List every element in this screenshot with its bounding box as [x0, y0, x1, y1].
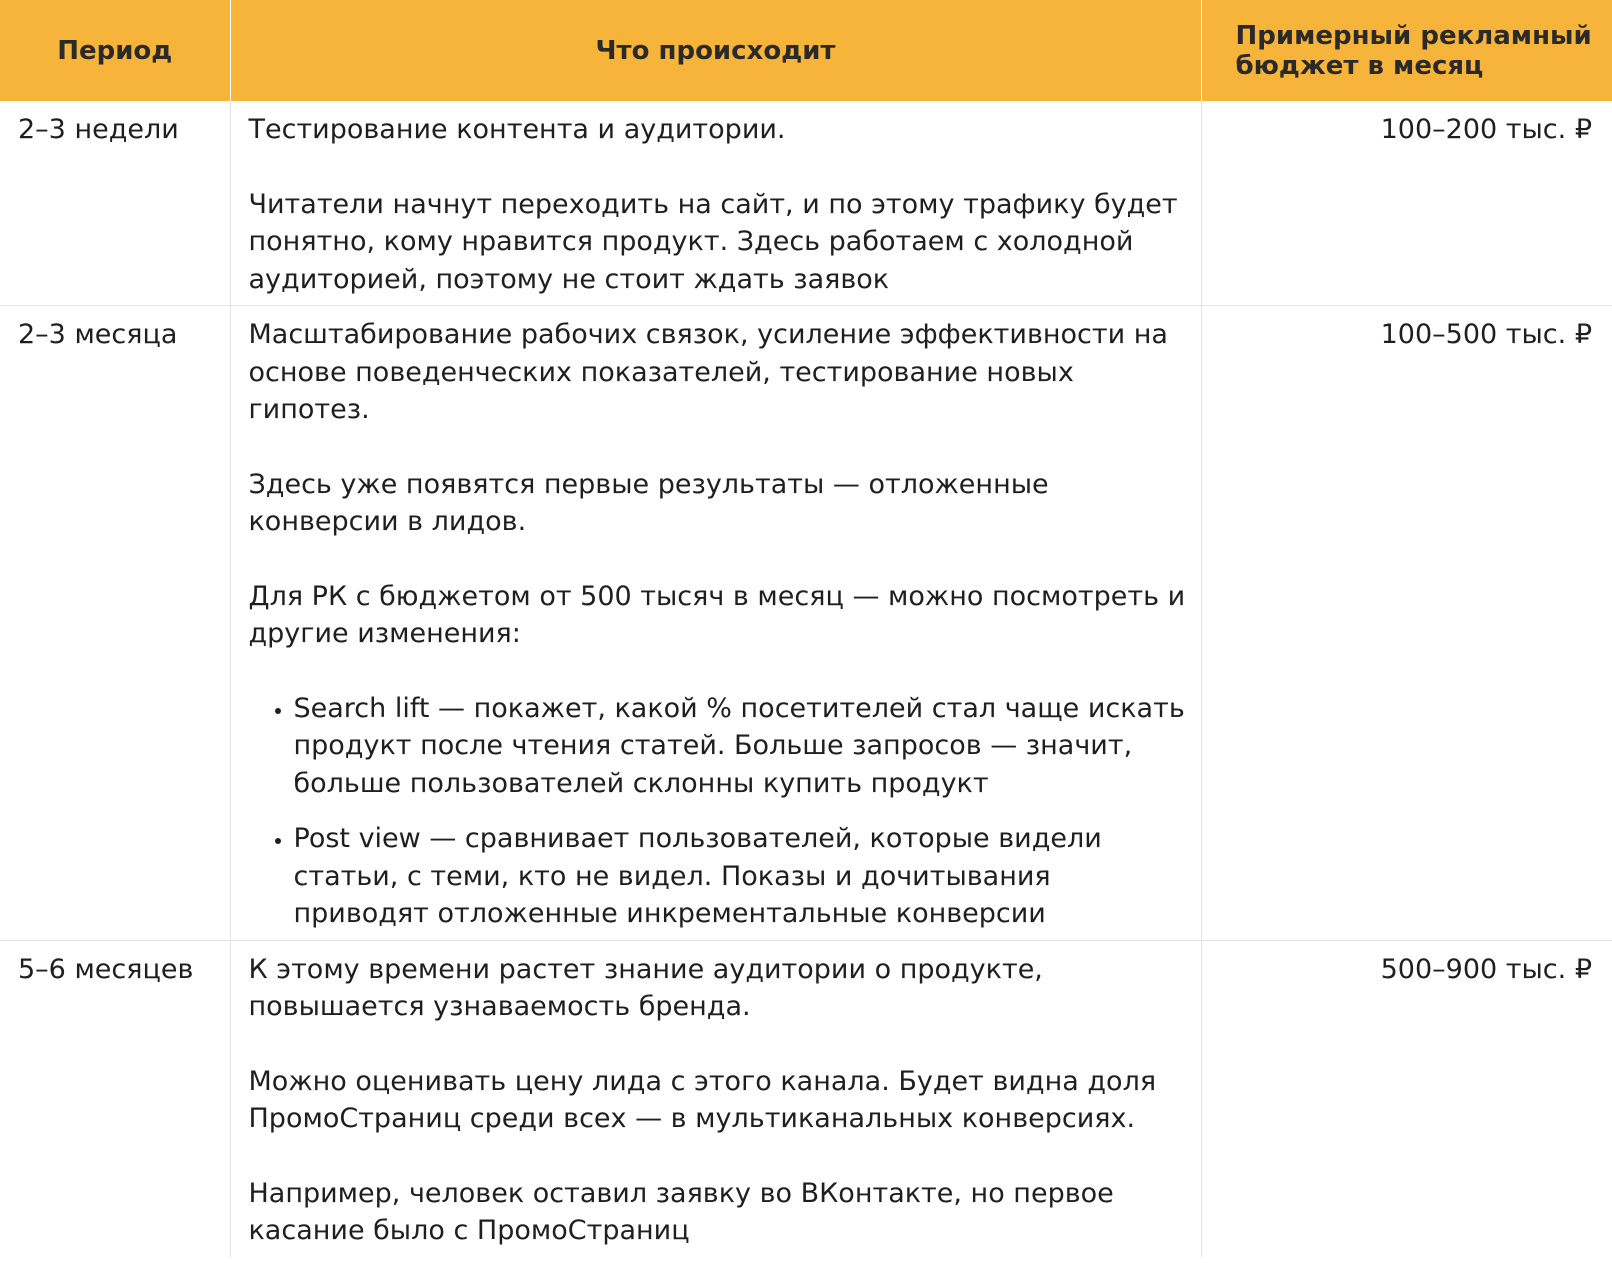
budget-cell: 100–200 тыс. ₽ [1201, 101, 1612, 306]
description-cell [230, 306, 1201, 941]
description-paragraph: Масштабирование рабочих связок, усиление эффективности на основе поведенческих показателей, тестирование новых гипотез. [248, 319, 1168, 425]
bullet-item: • Search lift — покажет, какой % посетителей стал чаще искать продукт после чтения статей. Больше запросов — значит, больше пользователей склонны купить продукт [294, 690, 1189, 803]
budget-cell: 500–900 тыс. ₽ [1380, 953, 1592, 985]
column-header-budget: Примерный рекламный бюджет в месяц [1201, 0, 1612, 101]
column-header-what: Что происходит [230, 0, 1201, 101]
description-paragraph: Например, человек оставил заявку во ВКонтакте, но первое касание было с ПромоСтраниц [248, 1177, 1114, 1246]
bullet-item: • Post view — сравнивает пользователей, которые видели статьи, с теми, кто не видел. Показы и дочитывания приводят отложенные инкрементальные конверсии [294, 820, 1189, 933]
description-paragraph: Тестирование контента и аудитории. [248, 114, 786, 145]
column-header-period: Период [0, 0, 230, 101]
description-paragraph: Можно оценивать цену лида с этого канала. Будет видна доля ПромоСтраниц среди всех — в мультиканальных конверсиях. [248, 1065, 1157, 1134]
description-paragraph: Здесь уже появятся первые результаты — отложенные конверсии в лидов. [248, 468, 1049, 537]
table-row [0, 306, 1612, 941]
description-cell [230, 940, 1201, 1257]
description-cell [230, 101, 1201, 306]
budget-cell: 100–500 тыс. ₽ [1201, 306, 1612, 941]
description-paragraph: Для РК с бюджетом от 500 тысяч в месяц — можно посмотреть и другие изменения: [248, 580, 1186, 649]
table-row [0, 101, 1612, 306]
bullet-list [249, 690, 1189, 933]
description-paragraph: К этому времени растет знание аудитории о продукте, повышается узнаваемость бренда. [248, 953, 1043, 1022]
period-cell: 2–3 недели [0, 101, 230, 306]
table-header-row [0, 0, 1612, 101]
period-cell: 5–6 месяцев [0, 940, 230, 1257]
description-paragraph: Читатели начнут переходить на сайт, и по этому трафику будет понятно, кому нравится продукт. Здесь работаем с холодной аудиторией, поэтому не стоит ждать заявок [248, 188, 1178, 295]
period-cell: 2–3 месяца [0, 306, 230, 941]
table-row [0, 940, 1612, 1257]
